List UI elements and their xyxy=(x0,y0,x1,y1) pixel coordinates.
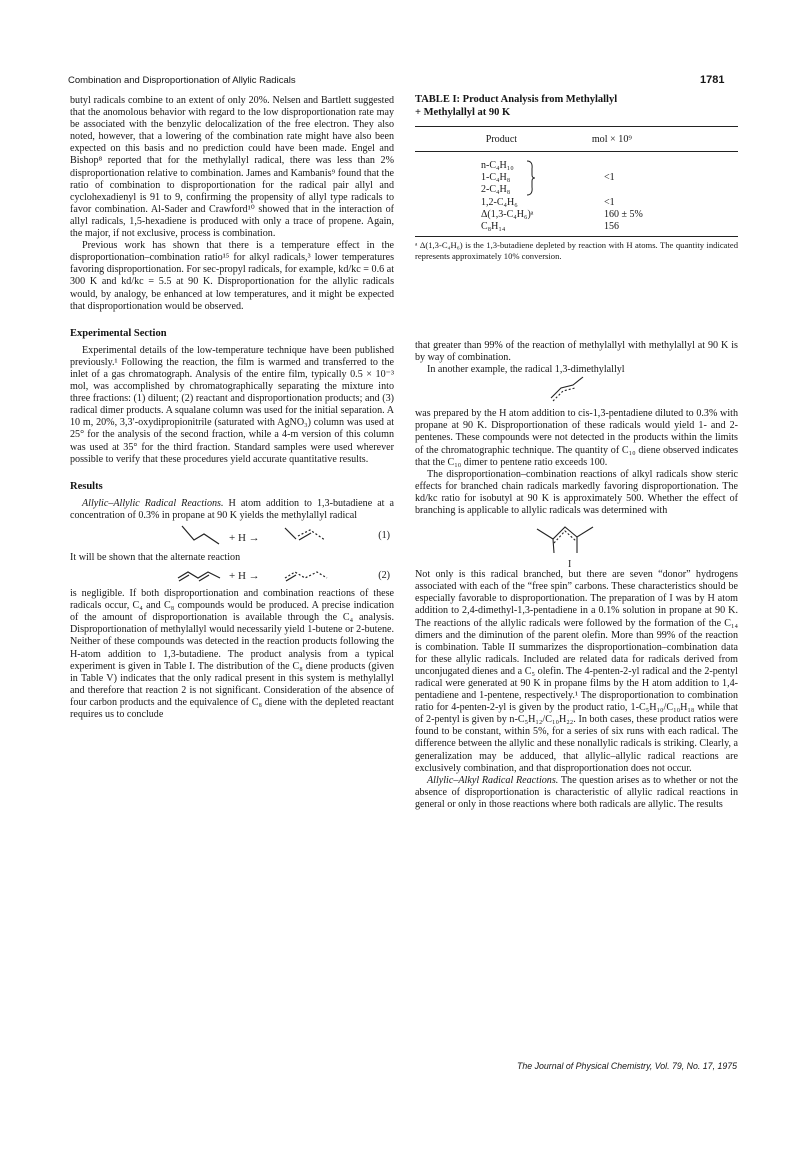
grouping-brace xyxy=(525,160,537,196)
table-caption xyxy=(415,94,738,119)
paragraph-text: The question arises as to whether or not the absence of disproportionation is characteristic of allylic radical reactions in general or only in those reactions where both radicals are allylic. The results xyxy=(415,774,738,810)
dimethylallyl-structure xyxy=(415,376,738,408)
section-heading-results: Results xyxy=(70,480,103,492)
value-cell: 156 xyxy=(604,221,619,232)
paragraph: Experimental details of the low-temperature technique have been published previously.¹ Following the reaction, the film is warmed and transferred to the inlet of a gas chromatograph. Analysis of the entire film, typically 0.5 × 10⁻³ mol, was accomplished by chromatographically separating the mixture into three fractions: (1) diluent; (2) reactant and disproportionation products; and (3) radical dimer products. A squalane column was used for the initial separation. A 10 m, 20%, 3,3′-oxydipropionitrile (saturated with AgNO₃) column was used at 25° for the analysis of the second fraction, while a 4-m version of this column was used at 35° for the third fraction. Standard samples were used wherever possible to verify that these procedures yield accurate quantitative results. xyxy=(70,344,394,465)
paragraph: The disproportionation–combination reactions of alkyl radicals show steric effects for branched chain radicals markedly favoring disproportionation. The kd/kc ratio for isobutyl at 90 K is approximately 500. Whether the effect of branching is applicable to allylic radicals was determined with xyxy=(415,468,738,517)
equation-2-number: (2) xyxy=(378,570,390,582)
right-column xyxy=(415,340,738,811)
paragraph: It will be shown that the alternate reaction xyxy=(70,552,241,563)
subsection-title: Allylic–Alkyl Radical Reactions. xyxy=(427,774,559,786)
value-cell: <1 xyxy=(604,172,615,183)
equation-1 xyxy=(70,522,394,552)
page-number: 1781 xyxy=(700,74,725,86)
header-product: Product xyxy=(485,133,518,145)
structure-I-label: I xyxy=(568,559,572,570)
product-cell: n-C₄H₁₀ xyxy=(481,160,514,171)
equation-2 xyxy=(70,564,394,588)
equation-2-structures xyxy=(70,564,394,588)
paragraph: is negligible. If both disproportionation and combination reactions of these radicals occur, C₄ and C₈ compounds would be produced. A precise indication of the amount of disproportionation is available through the C₄ analysis. Disproportionation of methylallyl would necessarily yield 1-butene or 2-butene. Neither of these compounds was detected in the reaction products following the H-atom addition to 1,3-butadiene. The product analysis from a typical experiment is given in Table I. The distribution of the C₈ diene products (given in Table V) indicates that the only radical present in this system is methylallyl and therefore that reaction 2 is not significant. Consideration of the absence of four carbon products and the equivalence of C₈ diene with the depleted reactant requires us to conclude xyxy=(70,588,394,721)
equation-1-number: (1) xyxy=(378,530,390,541)
butadiene-structure xyxy=(178,572,220,578)
equation-2-operator: + H → xyxy=(229,570,260,583)
product-cell: Δ(1,3-C₄H₆)ᵃ xyxy=(481,209,534,220)
paragraph: Previous work has shown that there is a temperature effect in the disproportionation–combination ratio¹⁵ for alkyl radicals,³ lower temperatures favoring disproportionation. For sec-propyl radicals, for example, kd/kc = 0.6 at 300 K and kd/kc = 5.5 at 90 K. Disproportionation for the allylic radicals would, by analogy, be enhanced at low temperatures, and it might be expected that disproportionation would be observed. xyxy=(70,240,394,312)
section-heading-experimental: Experimental Section xyxy=(70,327,167,339)
paragraph: that greater than 99% of the reaction of methylallyl with methylallyl at 90 K is by way of combination. xyxy=(415,340,738,364)
value-cell: 160 ± 5% xyxy=(604,209,643,220)
structure-I-drawing xyxy=(415,517,738,569)
product-cell: 1,2-C₄H₆ xyxy=(481,197,518,208)
table-body xyxy=(415,152,738,236)
left-column xyxy=(70,95,394,721)
product-cell: 1-C₄H₈ xyxy=(481,172,511,183)
value-cell: <1 xyxy=(604,197,615,208)
paragraph: was prepared by the H atom addition to cis-1,3-pentadiene diluted to 0.3% with propane at 90 K. Disproportionation of these radicals would yield 1- and 2-pentenes. These compounds were not detected in the products within the limits of the chromatographic technique. The quantity of C₁₀ diene observed indicates that the C₁₀ dimer to pentene ratio exceeds 100. xyxy=(415,408,738,468)
header-mol: mol × 10⁹ xyxy=(591,133,632,145)
running-title: Combination and Disproportionation of Allylic Radicals xyxy=(68,75,296,86)
journal-footer: The Journal of Physical Chemistry, Vol. 79, No. 17, 1975 xyxy=(517,1061,738,1071)
equation-1-operator: + H → xyxy=(229,532,260,544)
paragraph: In another example, the radical 1,3-dimethylallyl xyxy=(427,364,625,376)
product-cell: C₈H₁₄ xyxy=(481,221,506,232)
table-caption-line: TABLE I: Product Analysis from Methylallyl xyxy=(415,94,618,105)
primary-radical-structure xyxy=(285,572,327,578)
equation-1-structures xyxy=(70,522,394,552)
paragraph: Not only is this radical branched, but there are seven “donor” hydrogens associated with each of the “free spin” carbons. These characteristics should be especially favorable to disproportionation. The preparation of I was by H atom addition to 2,4-dimethyl-1,3-pentadiene in a 0.1% solution in propane at 90 K. The reactions of the allylic radicals were followed by the formation of the C₁₄ dimers and the diminution of the parent olefin. More than 99% of the reaction is combination. Table II summarizes the disproportionation–combination data for these allylic radicals. Included are related data for radicals derived from unconjugated dienes and a C₅ olefin. The 4-penten-2-yl radical and the 2-pentyl radical were generated at 90 K in propane films by the H atom addition to 1,4-pentadiene and 1-pentene, respectively.¹ The disproportionation to combination ratio for 4-penten-2-yl is given by the product ratio, 1-C₅H₁₀/C₁₀H₁₈ while that of 2-pentyl is given by n-C₅H₁₂/C₁₀H₂₂. In both cases, these product ratios were found to be constant, within 5%, for a series of six runs with each radical. The difference between the allylic and these nonallylic radicals is striking. Clearly, a generalization may be adduced, that allylic–allylic radical reactions are exclusively combination, and that disproportionation does not occur. xyxy=(415,569,738,774)
structure-I xyxy=(415,517,738,569)
butadiene-structure xyxy=(182,526,219,544)
dimethylallyl-drawing xyxy=(415,376,738,408)
paragraph-text: H atom addition to 1,3-butadiene at a concentration of 0.3% in propane at 90 K yields the methylallyl radical xyxy=(70,497,394,521)
subsection-title: Allylic–Allylic Radical Reactions. xyxy=(82,497,224,509)
table-header xyxy=(415,127,738,151)
table-1 xyxy=(415,94,738,261)
table-caption-line: + Methylallyl at 90 K xyxy=(415,106,511,118)
radical-structure xyxy=(285,528,296,539)
paragraph: butyl radicals combine to an extent of only 20%. Nelsen and Bartlett suggested that the anomolous behavior with regard to the low disproportionation rate may be associated with the benzylic delocalization of the free electron. They also noted, however, that a lowering of the combination rate might have also been expected on this basis and no prediction could have been made. Engel and Bishop⁸ reported that for the methylallyl radical, there was less than 2% disproportionation relative to combination. James and Kambanis⁹ found that the ratio of combination to disproportionation for the radical pair allyl and cyclohexadienyl is 91 to 9, confirming the propensity of allyl type radicals to favor combination. Al-Sader and Crawford¹⁰ showed that in the interaction of allyl radicals, 1,5-hexadiene is produced with only a trace of propene. Again, the major, if not exclusive, process is combination. xyxy=(70,95,394,240)
table-footnote: ᵃ Δ(1,3-C₄H₆) is the 1,3-butadiene depleted by reaction with H atoms. The quantity indicated represents approximately 10% conversion. xyxy=(415,240,738,261)
paragraph xyxy=(70,498,394,522)
product-cell: 2-C₄H₈ xyxy=(481,184,511,195)
paragraph xyxy=(415,775,738,811)
